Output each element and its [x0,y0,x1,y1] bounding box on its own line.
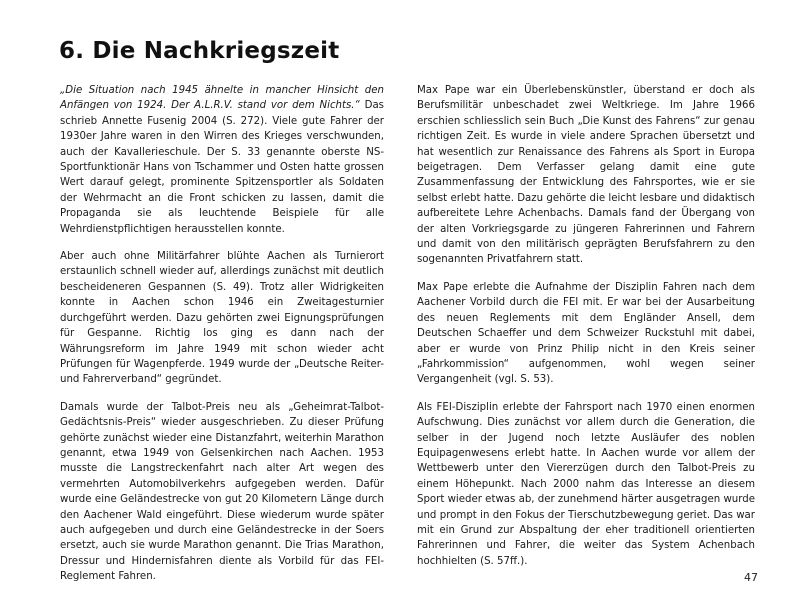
right-column [417,83,755,581]
page-number: 47 [744,571,758,584]
opening-quote: „Die Situation nach 1945 ähnelte in mancher Hinsicht den Anfängen von 1924. Der A.L.R.V. stand vor dem Nichts.“ [60,85,384,112]
paragraph-3: Damals wurde der Talbot-Preis neu als „Geheimrat-Talbot-Gedächtsnis-Preis“ wieder ausgeschrieben. Zu dieser Prüfung gehörte zunächst wieder eine Distanzfahrt, weiterhin Marathon genannt, etwa 1949 von Gelsenkirchen nach Aachen. 1953 musste die Langstreckenfahrt nach alter Art wegen des vermehrten Automobilverkehrs aufgegeben werden. Dafür wurde eine Geländestrecke von gut 20 Kilometern Länge durch den Aachener Wald eingeführt. Diese wiederum wurde später auch aufgegeben und durch eine Geländestrecke in der Soers ersetzt, auch sie wurde Marathon genannt. Die Trias Marathon, Dressur und Hindernisfahren diente als Vorbild für das FEI-Reglement Fahren. [60,401,384,583]
paragraph-5: Max Pape erlebte die Aufnahme der Disziplin Fahren nach dem Aachener Vorbild durch die FEI mit. Er war bei der Ausarbeitung des neuen Reglements mit dem Engländer Ansell, dem Deutschen Schaeffer und dem Schweizer Ruckstuhl mit dabei, aber er wurde von Prinz Philip nicht in den Kreis seiner „Fahrkommission“ aufgenommen, wohl wegen seiner Vergangenheit (vgl. S. 53). [417,281,755,386]
chapter-title: 6. Die Nachkriegszeit [59,38,340,64]
paragraph-1-body: Das schrieb Annette Fusenig 2004 (S. 272). Viele gute Fahrer der 1930er Jahre waren in den Wirren des Krieges verschwunden, auch der Kavallerieschule. Der S. 33 genannte oberste NS-Sportfunktionär Hans von Tschammer und Osten hatte grossen Wert darauf gelegt, prominente Spitzensportler als Soldaten der Wehrmacht an die Front schicken zu lassen, damit die Propaganda sie als leuchtende Beispiele für alle Wehrdienstpflichtigen herausstellen konnte. [60,100,384,235]
paragraph-2: Aber auch ohne Militärfahrer blühte Aachen als Turnierort erstaunlich schnell wieder auf, allerdings zunächst mit deutlich bescheideneren Gespannen (S. 49). Trotz aller Widrigkeiten konnte in Aachen schon 1946 ein Zweitagesturnier durchgeführt werden. Dazu gehörten zwei Eignungsprüfungen für Gespanne. Richtig los ging es dann nach der Währungsreform im Jahre 1949 mit schon wieder acht Prüfungen für Wagenpferde. 1949 wurde der „Deutsche Reiter- und Fahrerverband“ gegründet. [60,251,384,386]
left-column [60,83,384,597]
paragraph-6: Als FEI-Disziplin erlebte der Fahrsport nach 1970 einen enormen Aufschwung. Dies zunächst vor allem durch die Generation, die selber in der Jugend noch letzte Ausläufer des noblen Equipagenwesens erlebt hatte. In Aachen wurde vor allem der Wettbewerb unter den Viererzügen durch den Talbot-Preis zu einem Höhepunkt. Nach 2000 nahm das Interesse an diesem Sport wieder etwas ab, der zunehmend härter ausgetragen wurde und prompt in den Fokus der Tierschutzbewegung geriet. Das war mit ein Grund zur Abspaltung der eher traditionell orientierten Fahrerinnen und Fahrer, die weiter das System Achenbach hochhielten (S. 57ff.). [417,401,755,567]
paragraph-1 [60,83,384,237]
paragraph-4: Max Pape war ein Überlebenskünstler, überstand er doch als Berufsmilitär unbeschadet zwei Weltkriege. Im Jahre 1966 erschien schliesslich sein Buch „Die Kunst des Fahrens“ zur genau richtigen Zeit. Es wurde in viele andere Sprachen übersetzt und hat wesentlich zur Renaissance des Fahrens als Sport in Europa beigetragen. Dem Verfasser gelang damit eine gute Zusammenfassung der Entwicklung des Fahrsportes, wie er sie selbst erlebt hatte. Dazu gehörte die leicht lesbare und didaktisch aufbereitete Lehre Achenbachs. Damals fand der Übergang von der alten Vorkriegsgarde zu jüngeren Fahrerinnen und Fahrern und damit von den militärisch geprägten Berufsfahrern zu den sogenannten Privatfahrern statt. [417,85,755,266]
